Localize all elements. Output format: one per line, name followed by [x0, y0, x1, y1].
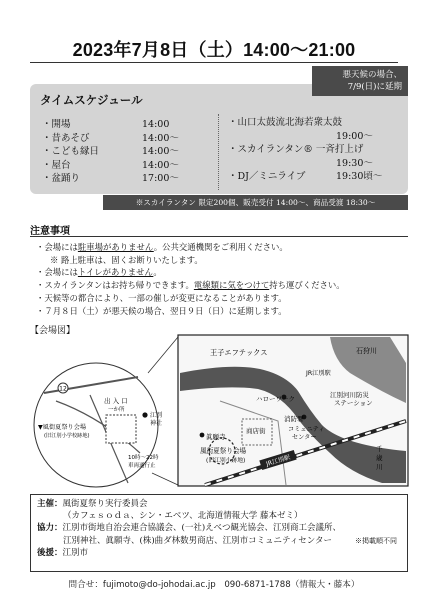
taiko-item: ・山口太鼓流北海若衆太鼓: [228, 117, 343, 128]
cooperation-line-1: [37, 522, 401, 534]
schedule-title: タイムスケジュール: [40, 93, 143, 107]
organizer-members: （カフェｓｏｄａ、シン・エベツ、北海道情報大学 藤本ゼミ）: [63, 511, 303, 522]
schedule-left-column: [42, 118, 222, 186]
organizer-value: 風街夏祭り実行委員会: [62, 499, 148, 509]
venue-map: [30, 333, 410, 488]
rain-postponement-notice: [312, 66, 408, 96]
rain-line-1: 悪天候の場合、: [342, 70, 402, 80]
inset-closure-label: 車両通行止: [128, 463, 156, 469]
schedule-column-divider: [218, 114, 219, 190]
support-line: [37, 547, 401, 559]
organizer-key: 主催：: [37, 499, 63, 509]
notice-parking: [36, 241, 416, 254]
notice-text: 。: [153, 267, 162, 278]
inset-shrine-dot: [142, 412, 147, 417]
taiko-time: 19:00～: [336, 130, 373, 142]
inset-shrine-sub: 神社: [150, 420, 163, 427]
notice-postpone: ・７月８日（土）が悪天候の場合、翌日９日（日）に延期します。: [36, 305, 287, 316]
chitose-label-1: 千: [376, 445, 383, 453]
station-label-1: 江別河川防災: [330, 391, 369, 399]
chitose-label-2: 歳: [376, 454, 383, 462]
shinkanji-label: 眞願寺: [206, 433, 226, 441]
notice-emphasis: トイレがありません: [77, 267, 154, 278]
notice-street-parking: ※ 路上駐車は、固くお断りいたします。: [50, 254, 203, 265]
rain-line-2: 7/9(日)に延期: [347, 82, 402, 92]
schedule-time: 17:00～: [142, 173, 179, 184]
schedule-row: [42, 159, 222, 173]
schedule-row: [42, 132, 222, 146]
notice-text: ・会場には: [36, 267, 78, 278]
cooperation-value-2: 江別神社、眞願寺、(株)曲ダ林数男商店、江別市コミュニティセンター: [63, 535, 332, 546]
shotengai-label: 商店街: [246, 427, 266, 435]
zoom-connector: [148, 337, 178, 373]
schedule-label: ・盆踊り: [42, 173, 81, 184]
hellowork-label: ハローワーク: [256, 395, 295, 403]
support-value: 江別市: [62, 547, 89, 558]
notice-text: 持ち運びください。: [269, 280, 345, 291]
dj-row: [228, 170, 406, 184]
zoom-connector: [152, 473, 178, 485]
venue-label-2: (旧江別小跡地): [206, 458, 246, 464]
title-divider: [30, 62, 398, 63]
inset-map: [34, 363, 162, 487]
time-schedule-panel: [30, 84, 408, 194]
inset-shrine-label: 江別: [150, 412, 163, 419]
route-number: 12: [59, 385, 67, 393]
event-date-title: 2023年7月8日（土）14:00～21:00: [72, 40, 356, 60]
schedule-row: [42, 172, 222, 186]
cooperation-key: 協力：: [37, 523, 63, 534]
community-label-1: コミュニティ: [288, 426, 325, 433]
notice-text: ・会場には: [36, 242, 78, 252]
notice-text: 。公共交通機関をご利用ください。: [153, 242, 288, 252]
schedule-time: 14:00～: [142, 132, 179, 144]
schedule-label: ・屋台: [42, 159, 71, 171]
schedule-row: [42, 118, 222, 132]
schedule-label: ・昔あそび: [42, 132, 90, 144]
contact-info: 問合せ：fujimoto@do-johodai.ac.jp 090-6871-1788（情報大・藤本）: [68, 580, 360, 590]
schedule-label: ・こども縁日: [42, 146, 100, 157]
notice-toilet: [36, 266, 416, 279]
organizer-line: [37, 498, 401, 510]
schedule-time: 14:00: [142, 119, 170, 130]
ishikari-label: 石狩川: [356, 347, 377, 355]
schedule-label: ・開場: [42, 119, 71, 130]
schedule-row: [42, 145, 222, 159]
notice-list: [36, 241, 416, 317]
detail-map: [178, 335, 408, 486]
sky-lantern-sales-bar: ※スカイランタン 限定200個、販売受付 14:00～、商品受渡 18:30～: [103, 195, 408, 210]
schedule-right-column: [228, 116, 406, 184]
inset-exit-sub: 一か所: [108, 407, 125, 413]
schedule-time: 14:00～: [142, 146, 179, 157]
support-key: 後援：: [37, 547, 63, 558]
community-label-2: センター: [292, 434, 317, 441]
shinkanji-dot: [200, 433, 205, 438]
dj-item: ・DJ／ミニライブ: [228, 171, 306, 182]
jr-station-top-label: JR江別駅: [306, 370, 331, 377]
notice-lantern: [36, 279, 416, 292]
notice-weather-change: ・天候等の都合により、一部の催しが変更になることがあります。: [36, 292, 287, 303]
notice-emphasis: 駐車場がありません: [77, 242, 154, 252]
notice-emphasis: 電線類に気をつけて: [193, 280, 270, 291]
inset-venue-label: ▼風街夏祭り会場: [38, 424, 87, 431]
notice-divider: [30, 236, 408, 237]
inset-closure-time: 10時～22時: [128, 455, 159, 461]
station-label-2: ステーション: [334, 399, 373, 407]
oji-label: 王子エフテックス: [210, 348, 268, 357]
sky-lantern-item: ・スカイランタン® 一斉打上げ: [228, 144, 364, 155]
schedule-time: 14:00～: [142, 159, 179, 171]
organizers-box: [30, 494, 408, 572]
fire-label: 消防署: [284, 415, 304, 423]
sky-lantern-time: 19:30～: [336, 157, 373, 169]
cooperation-value: 江別市街地自治会連合協議会、(一社)えべつ観光協会、江別商工会議所、: [62, 523, 341, 534]
order-note: ※掲載順不同: [355, 536, 397, 545]
notice-text: ・スカイランタンはお持ち帰りできます。: [36, 280, 194, 291]
dj-time: 19:30頃～: [336, 171, 383, 182]
venue-map-heading: 【会場図】: [30, 326, 76, 336]
cooperation-line-2: [37, 535, 401, 547]
jr-station-label: JR江別駅: [265, 454, 292, 468]
notice-heading: 注意事項: [30, 226, 70, 237]
inset-venue-sub: (旧江別小学校跡地): [44, 433, 90, 439]
venue-map-svg: [30, 333, 410, 488]
chitose-label-3: 川: [376, 463, 383, 471]
venue-label-1: 風街夏祭り会場: [200, 447, 247, 455]
inset-exit-label: 出 入 口: [104, 397, 128, 405]
inset-venue-box: [106, 415, 136, 443]
